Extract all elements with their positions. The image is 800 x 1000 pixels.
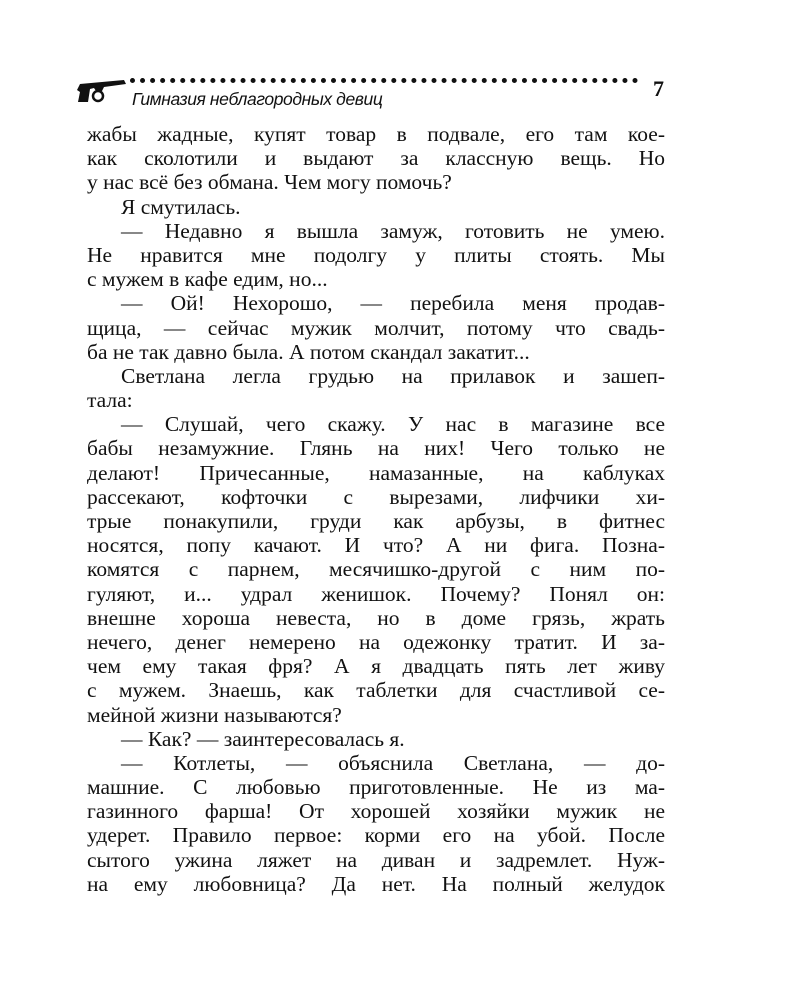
text-line: Светлана легла грудью на прилавок и зашеп- [121, 363, 665, 388]
text-line: с мужем. Знаешь, как таблетки для счастливой се- [87, 678, 665, 703]
text-line: тала: [87, 388, 133, 413]
text-line: как сколотили и выдают за классную вещь. Но [87, 146, 665, 171]
text-line: — Недавно я вышла замуж, готовить не умею. [121, 218, 665, 243]
text-line: — Ой! Нехорошо, — перебила меня продав- [121, 291, 665, 316]
text-line: чем ему такая фря? А я двадцать пять лет живу [87, 654, 665, 679]
body-text [87, 122, 665, 896]
text-line: газинного фарша! От хорошей хозяйки мужик не [87, 799, 665, 824]
revolver-icon [74, 74, 130, 108]
text-line: внешне хороша невеста, но в доме грязь, жрать [87, 605, 665, 630]
page-header [74, 72, 664, 112]
text-line: Я смутилась. [121, 194, 241, 219]
text-line: машние. С любовью приготовленные. Не из ма- [87, 775, 665, 800]
text-line: делают! Причесанные, намазанные, на каблуках [87, 460, 665, 485]
text-line: — Котлеты, — объяснила Светлана, — до- [121, 750, 665, 775]
text-line: ба не так давно была. А потом скандал закатит... [87, 339, 530, 364]
text-line: комятся с парнем, месячишко-другой с ним по- [87, 557, 665, 582]
running-title: Гимназия неблагородных девиц [132, 89, 383, 109]
text-line: жабы жадные, купят товар в подвале, его там кое- [87, 122, 665, 146]
text-line: у нас всё без обмана. Чем могу помочь? [87, 170, 452, 195]
text-line: с мужем в кафе едим, но... [87, 267, 328, 292]
text-line: трые понакупили, груди как арбузы, в фитнес [87, 509, 665, 533]
header-dotted-rule [130, 78, 638, 83]
text-line: удерет. Правило первое: корми его на убой. После [87, 823, 665, 848]
text-line: — Слушай, чего скажу. У нас в магазине все [121, 412, 665, 437]
text-line: носятся, попу качают. И что? А ни фига. Позна- [87, 533, 665, 558]
text-line: сытого ужина ляжет на диван и задремлет. Нуж- [87, 847, 665, 872]
text-line: на ему любовница? Да нет. На полный желудок [87, 871, 665, 896]
text-line: щица, — сейчас мужик молчит, потому что свадь- [87, 315, 665, 340]
text-line: рассекают, кофточки с вырезами, лифчики хи- [87, 484, 665, 509]
text-line: бабы незамужние. Глянь на них! Чего только не [87, 436, 665, 461]
text-line: нечего, денег немерено на одежонку тратит. И за- [87, 629, 665, 654]
page-number: 7 [653, 76, 664, 101]
text-line: Не нравится мне подолгу у плиты стоять. Мы [87, 242, 665, 267]
text-line: — Как? — заинтересовалась я. [121, 726, 405, 751]
text-line: гуляют, и... удрал женишок. Почему? Понял он: [87, 581, 665, 606]
text-line: мейной жизни называются? [87, 702, 342, 727]
